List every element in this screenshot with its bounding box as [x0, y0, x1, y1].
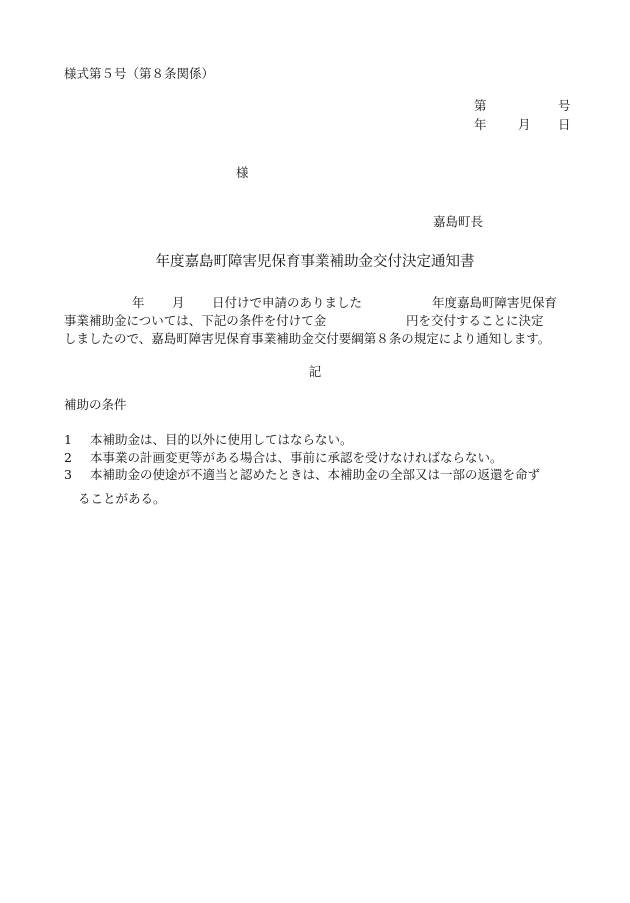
- body-text-application: 日付けで申請のありました: [212, 295, 363, 310]
- document-title: 年度嘉島町障害児保育事業補助金交付決定通知書: [155, 254, 475, 270]
- date-month: 月: [518, 117, 531, 132]
- body-text-amount: 円を交付することに決定: [406, 313, 544, 328]
- condition-number: 3: [64, 467, 72, 482]
- condition-item: [64, 430, 353, 448]
- condition-continuation: ることがある。: [78, 491, 166, 506]
- body-text-fiscal-year: 年度嘉島町障害児保育: [432, 295, 558, 310]
- addressee-honorific: 様: [236, 165, 249, 180]
- document-number-suffix: 号: [558, 98, 571, 113]
- condition-text: 本補助金は、目的以外に使用してはならない。: [90, 432, 353, 447]
- condition-text: 本事業の計画変更等がある場合は、事前に承認を受けなければならない。: [90, 450, 503, 465]
- conditions-heading: 補助の条件: [64, 397, 127, 412]
- form-label: 様式第５号（第８条関係）: [64, 66, 215, 81]
- date-year: 年: [474, 117, 487, 132]
- condition-number: 1: [64, 432, 72, 447]
- issuer-name: 嘉島町長: [433, 214, 484, 229]
- body-line-3: しましたので、嘉島町障害児保育事業補助金交付要綱第８条の規定により通知します。: [64, 331, 551, 346]
- document-number-prefix: 第: [474, 98, 487, 113]
- body-month: 月: [172, 295, 185, 310]
- record-label: 記: [308, 364, 322, 379]
- condition-number: 2: [64, 450, 72, 465]
- condition-item: [64, 448, 503, 466]
- body-text-grant: 事業補助金については、下記の条件を付けて金: [64, 313, 327, 328]
- date-day: 日: [558, 117, 571, 132]
- body-year: 年: [132, 295, 145, 310]
- condition-item: [64, 465, 540, 483]
- condition-text: 本補助金の使途が不適当と認めたときは、本補助金の全部又は一部の返還を命ず: [90, 467, 541, 482]
